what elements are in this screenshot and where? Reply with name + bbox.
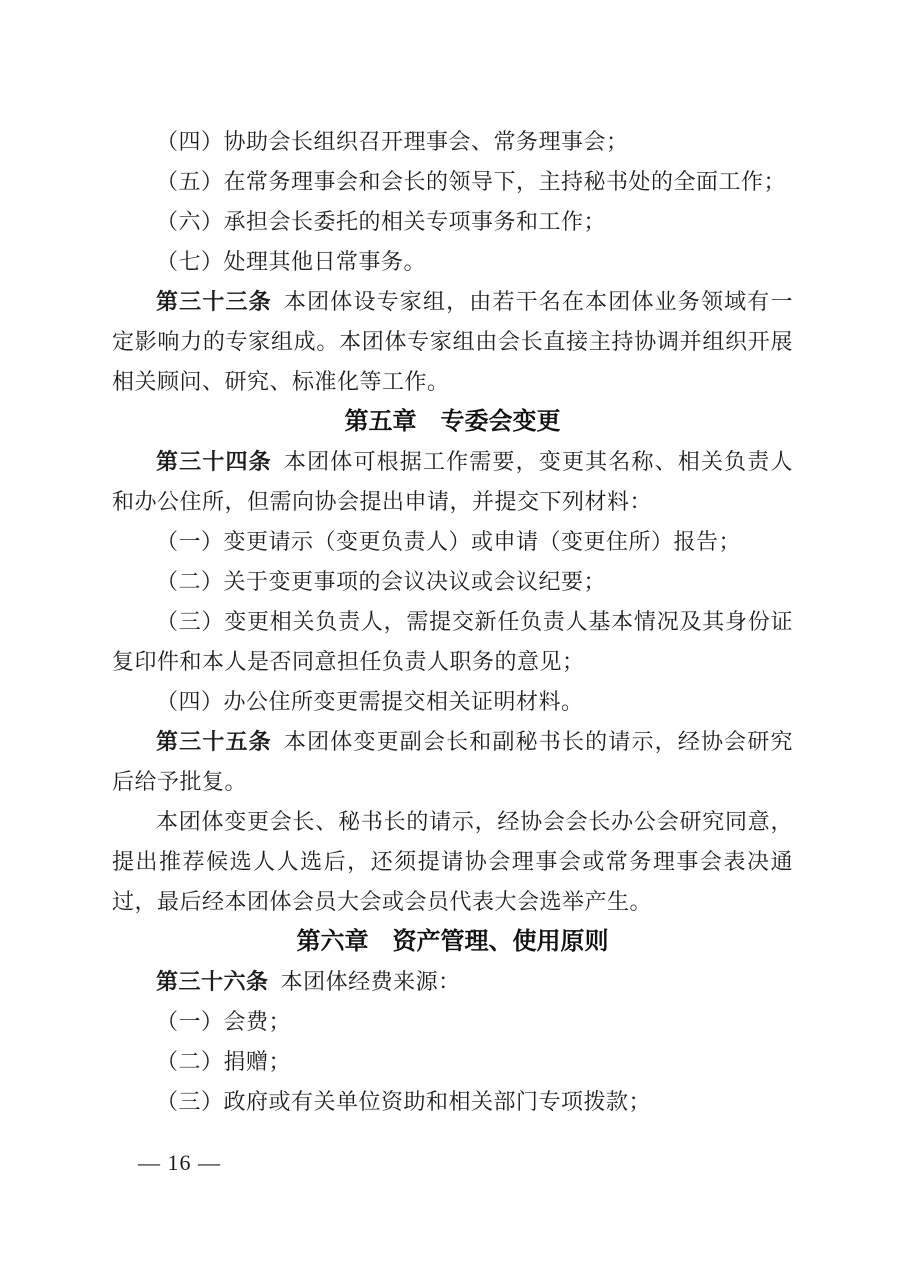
- article-34-text: 本团体可根据工作需要，变更其名称、相关负责人和办公住所，但需向协会提出申请，并提交下列材料：: [112, 449, 793, 514]
- article-34-paragraph: [112, 442, 793, 522]
- list-item-34-3: （三）变更相关负责人，需提交新任负责人基本情况及其身份证复印件和本人是否同意担任负责人职务的意见；: [112, 609, 793, 674]
- page-footer: [138, 1150, 221, 1176]
- list-item-36-2: （二）捐赠；: [156, 1049, 292, 1074]
- article-35-paragraph-2: 本团体变更会长、秘书长的请示，经协会会长办公会研究同意，提出推荐候选人人选后，还须提请协会理事会或常务理事会表决通过，最后经本团体会员大会或会员代表大会选举产生。: [112, 809, 793, 914]
- list-item-34-1: （一）变更请示（变更负责人）或申请（变更住所）报告；: [156, 529, 742, 554]
- article-35-paragraph: [112, 722, 793, 802]
- list-item-34-2: （二）关于变更事项的会议决议或会议纪要；: [156, 569, 607, 594]
- article-36-text: 本团体经费来源：: [280, 969, 461, 994]
- article-35-number: 第三十五条: [156, 729, 272, 754]
- list-item-7: （七）处理其他日常事务。: [156, 249, 427, 274]
- article-36-paragraph: [112, 962, 793, 1002]
- list-item-36-3: （三）政府或有关单位资助和相关部门专项拨款；: [156, 1089, 652, 1114]
- article-33-text: 本团体设专家组，由若干名在本团体业务领域有一定影响力的专家组成。本团体专家组由会长直接主持协调并组织开展相关顾问、研究、标准化等工作。: [112, 289, 793, 394]
- article-33-number: 第三十三条: [156, 289, 272, 314]
- chapter-5-heading: 第五章 专委会变更: [344, 408, 561, 435]
- article-33-paragraph: [112, 282, 793, 402]
- list-item-6: （六）承担会长委托的相关专项事务和工作；: [156, 209, 607, 234]
- page-number: — 16 —: [138, 1150, 221, 1175]
- article-35-text: 本团体变更副会长和副秘书长的请示，经协会研究后给予批复。: [112, 729, 793, 794]
- document-body: [112, 122, 793, 1122]
- chapter-6-heading: 第六章 资产管理、使用原则: [296, 928, 609, 955]
- list-item-34-4: （四）办公住所变更需提交相关证明材料。: [156, 689, 584, 714]
- article-34-number: 第三十四条: [156, 449, 272, 474]
- list-item-36-1: （一）会费；: [156, 1009, 292, 1034]
- list-item-5: （五）在常务理事会和会长的领导下，主持秘书处的全面工作；: [156, 169, 787, 194]
- article-36-number: 第三十六条: [156, 969, 269, 994]
- list-item-4: （四）协助会长组织召开理事会、常务理事会；: [156, 129, 629, 154]
